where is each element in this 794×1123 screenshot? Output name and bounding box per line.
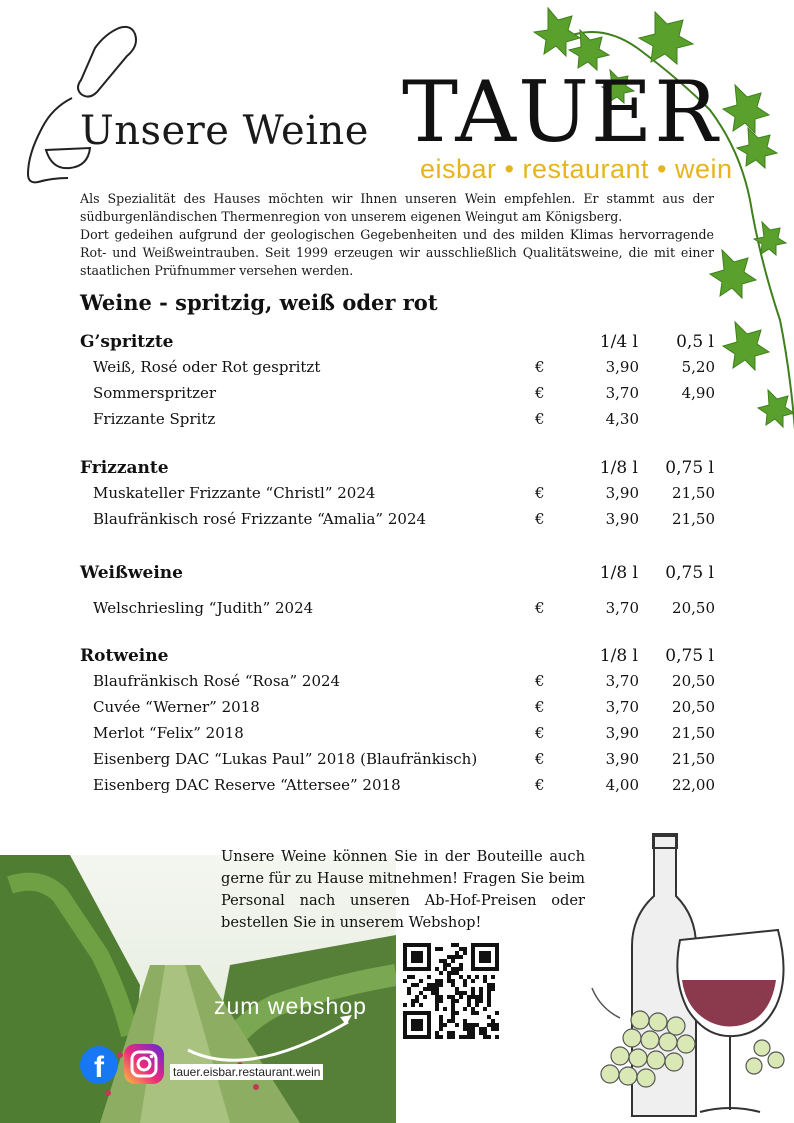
menu-title: Weine - spritzig, weiß oder rot — [80, 290, 438, 315]
section-title: G’spritzte — [80, 332, 174, 352]
section-frizzante — [80, 458, 720, 536]
section-header — [80, 563, 720, 599]
menu-item — [80, 750, 720, 776]
section-title: Weißweine — [80, 563, 183, 583]
currency: € — [535, 750, 545, 768]
size-col-2: 0,75 l — [665, 563, 714, 583]
item-name: Frizzante Spritz — [93, 410, 216, 428]
currency: € — [535, 776, 545, 794]
price-1: 4,00 — [605, 776, 639, 794]
price-2: 20,50 — [672, 698, 715, 716]
menu-item — [80, 384, 720, 410]
menu-item — [80, 599, 720, 625]
currency: € — [535, 698, 545, 716]
item-name: Muskateller Frizzante “Christl” 2024 — [93, 484, 376, 502]
price-1: 3,70 — [605, 698, 639, 716]
website-url[interactable]: tauer.eisbar.restaurant.wein — [170, 1064, 323, 1080]
price-1: 3,70 — [605, 599, 639, 617]
price-2: 21,50 — [672, 750, 715, 768]
price-1: 3,90 — [605, 484, 639, 502]
size-col-1: 1/8 l — [599, 458, 638, 478]
qr-code-icon[interactable] — [403, 943, 499, 1039]
price-2: 21,50 — [672, 484, 715, 502]
facebook-icon[interactable]: f — [80, 1046, 118, 1084]
item-name: Sommerspritzer — [93, 384, 217, 402]
intro-paragraph: Dort gedeihen aufgrund der geologischen Gegebenheiten und des milden Klimas hervorragende Rot- und Weißweintrauben. Seit 1999 erzeugen wir ausschließlich Qualitätsweine, die mit einer staatlichen Prüfnummer versehen werden. — [80, 227, 714, 278]
menu-item — [80, 672, 720, 698]
section-gspritzte — [80, 332, 720, 436]
size-col-1: 1/4 l — [599, 332, 638, 352]
menu-item — [80, 776, 720, 802]
menu-item — [80, 510, 720, 536]
price-2: 20,50 — [672, 672, 715, 690]
currency: € — [535, 599, 545, 617]
logo: TAUER — [402, 63, 720, 161]
menu-item — [80, 724, 720, 750]
price-1: 3,70 — [605, 384, 639, 402]
section-title: Frizzante — [80, 458, 169, 478]
page-title: Unsere Weine — [80, 108, 369, 154]
item-name: Eisenberg DAC Reserve “Attersee” 2018 — [93, 776, 401, 794]
currency: € — [535, 484, 545, 502]
item-name: Welschriesling “Judith” 2024 — [93, 599, 314, 617]
section-header — [80, 646, 720, 672]
take-home-text: Unsere Weine können Sie in der Bouteille auch gerne für zu Hause mitnehmen! Fragen Sie beim Personal nach unseren Ab-Hof-Preisen oder bestellen Sie in unserem Webshop! — [221, 848, 585, 931]
price-2: 5,20 — [681, 358, 715, 376]
price-1: 4,30 — [605, 410, 639, 428]
section-title: Rotweine — [80, 646, 169, 666]
intro-text — [80, 190, 714, 280]
item-name: Eisenberg DAC “Lukas Paul” 2018 (Blaufränkisch) — [93, 750, 478, 768]
item-name: Cuvée “Werner” 2018 — [93, 698, 260, 716]
section-weissweine — [80, 563, 720, 625]
currency: € — [535, 510, 545, 528]
item-name: Blaufränkisch rosé Frizzante “Amalia” 2024 — [93, 510, 427, 528]
currency: € — [535, 410, 545, 428]
price-2: 21,50 — [672, 510, 715, 528]
menu-item — [80, 484, 720, 510]
currency: € — [535, 672, 545, 690]
item-name: Merlot “Felix” 2018 — [93, 724, 244, 742]
section-header — [80, 458, 720, 484]
price-2: 21,50 — [672, 724, 715, 742]
webshop-link[interactable]: zum webshop — [214, 993, 367, 1019]
price-1: 3,70 — [605, 672, 639, 690]
size-col-2: 0,5 l — [676, 332, 714, 352]
section-header — [80, 332, 720, 358]
currency: € — [535, 384, 545, 402]
price-1: 3,90 — [605, 724, 639, 742]
instagram-icon[interactable] — [124, 1044, 164, 1084]
currency: € — [535, 358, 545, 376]
wine-bottle-glass-illustration — [580, 830, 794, 1123]
price-2: 22,00 — [672, 776, 715, 794]
logo-tagline: eisbar • restaurant • wein — [420, 154, 733, 184]
size-col-2: 0,75 l — [665, 458, 714, 478]
size-col-1: 1/8 l — [599, 646, 638, 666]
menu-item — [80, 358, 720, 384]
item-name: Weiß, Rosé oder Rot gespritzt — [93, 358, 321, 376]
price-1: 3,90 — [605, 750, 639, 768]
instagram-glyph — [124, 1044, 164, 1084]
menu-item — [80, 410, 720, 436]
menu-item — [80, 698, 720, 724]
price-2: 20,50 — [672, 599, 715, 617]
size-col-1: 1/8 l — [599, 563, 638, 583]
price-1: 3,90 — [605, 358, 639, 376]
section-rotweine — [80, 646, 720, 802]
price-1: 3,90 — [605, 510, 639, 528]
size-col-2: 0,75 l — [665, 646, 714, 666]
currency: € — [535, 724, 545, 742]
price-2: 4,90 — [681, 384, 715, 402]
item-name: Blaufränkisch Rosé “Rosa” 2024 — [93, 672, 341, 690]
intro-paragraph: Als Spezialität des Hauses möchten wir Ihnen unseren Wein empfehlen. Er stammt aus der südburgenländischen Thermenregion von unserem eigenen Weingut am Königsberg. — [80, 191, 714, 224]
